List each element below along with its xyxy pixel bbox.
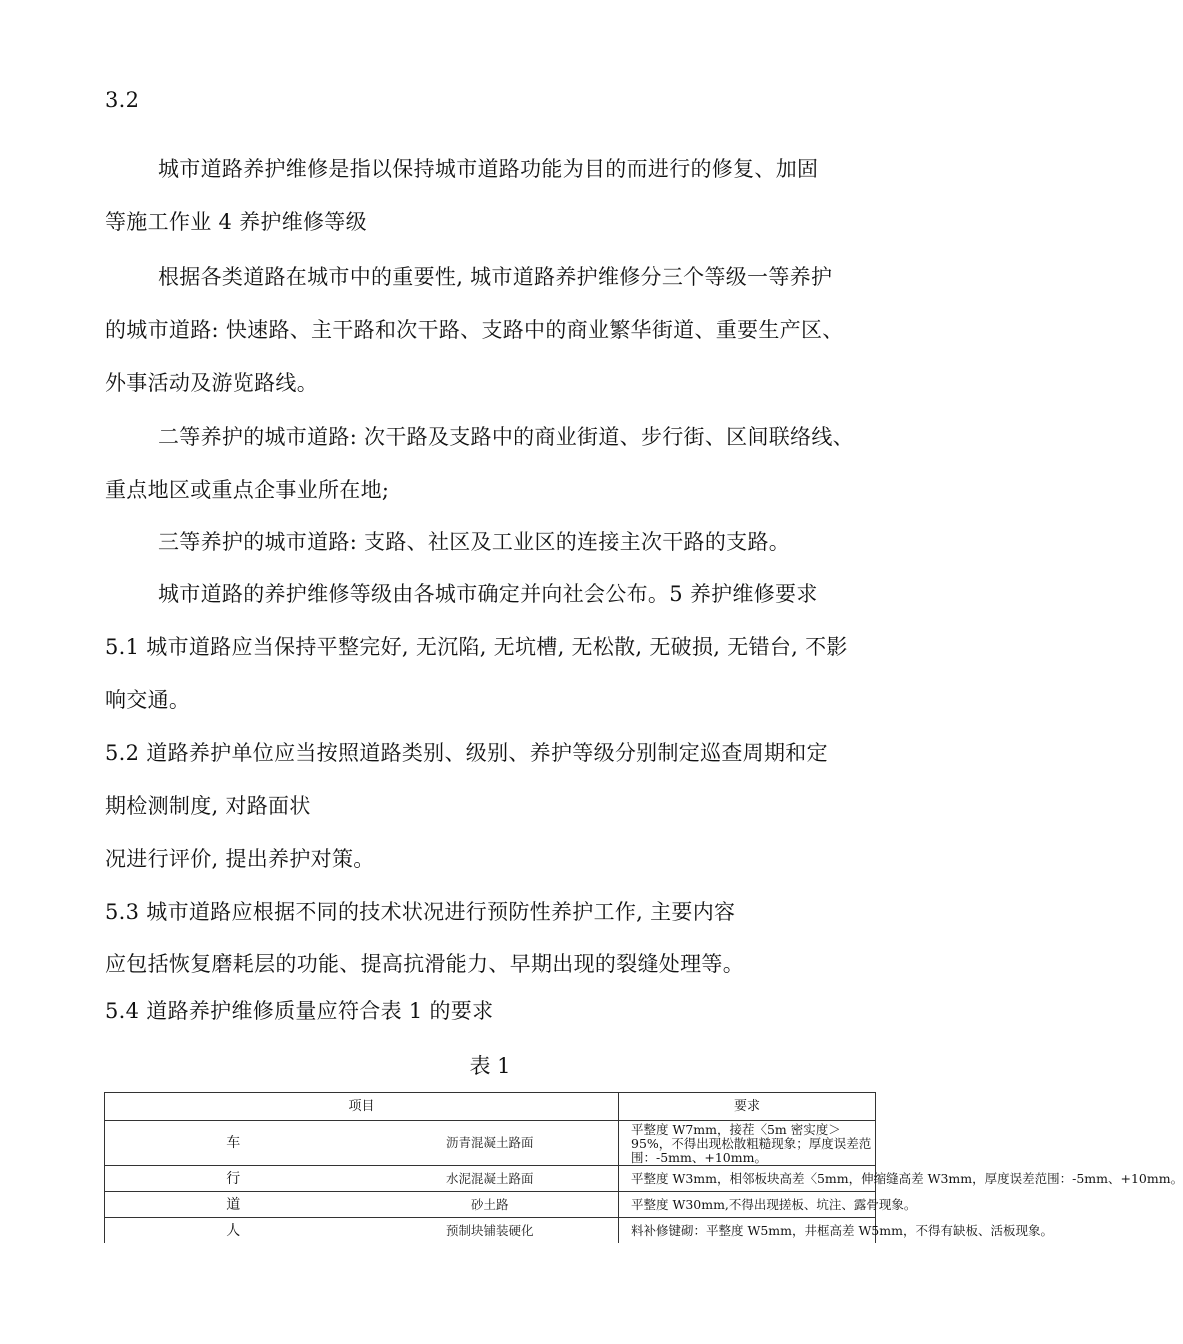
row-group-cell: 人 — [105, 1218, 362, 1244]
paragraph-line: 响交通。 — [105, 688, 191, 712]
row-item-cell: 砂土路 — [362, 1192, 619, 1218]
table-header-row — [105, 1093, 876, 1121]
paragraph-line: 况进行评价, 提出养护对策。 — [105, 847, 375, 871]
paragraph-line: 二等养护的城市道路: 次干路及支路中的商业街道、步行街、区间联络线、 — [158, 425, 854, 449]
paragraph-line: 应包括恢复磨耗层的功能、提高抗滑能力、早期出现的裂缝处理等。 — [105, 952, 744, 976]
section-number: 3.2 — [105, 88, 140, 112]
paragraph-line: 期检测制度, 对路面状 — [105, 794, 311, 818]
table-row — [105, 1192, 876, 1218]
row-group-cell: 道 — [105, 1192, 362, 1218]
paragraph-line: 5.2 道路养护单位应当按照道路类别、级别、养护等级分别制定巡查周期和定 — [105, 741, 828, 765]
table-caption: 表 1 — [469, 1054, 511, 1078]
header-requirement: 要求 — [619, 1093, 876, 1121]
row-requirement-cell: 料补修键砌：平整度 W5mm，井框高差 W5mm，不得有缺板、活板现象。 — [619, 1218, 876, 1244]
table-row — [105, 1166, 876, 1192]
paragraph-line: 城市道路的养护维修等级由各城市确定并向社会公布。5 养护维修要求 — [158, 582, 818, 606]
row-group-cell: 行 — [105, 1166, 362, 1192]
paragraph-line: 的城市道路: 快速路、主干路和次干路、支路中的商业繁华街道、重要生产区、 — [105, 318, 844, 342]
requirements-table — [104, 1092, 1183, 1243]
table-row — [105, 1218, 876, 1244]
paragraph-line: 重点地区或重点企事业所在地; — [105, 478, 390, 502]
header-item: 项目 — [105, 1093, 619, 1121]
paragraph-line: 5.1 城市道路应当保持平整完好, 无沉陷, 无坑槽, 无松散, 无破损, 无错台, 不影 — [105, 635, 848, 659]
row-requirement-cell: 平整度 W30mm,不得出现搓板、坑注、露骨现象。 — [619, 1192, 876, 1218]
paragraph-line: 外事活动及游览路线。 — [105, 371, 318, 395]
row-item-cell: 沥青混凝土路面 — [362, 1121, 619, 1166]
paragraph-line: 等施工作业 4 养护维修等级 — [105, 210, 367, 234]
row-item-cell: 预制块铺装硬化 — [362, 1218, 619, 1244]
table-row — [105, 1121, 876, 1166]
paragraph-line: 城市道路养护维修是指以保持城市道路功能为目的而进行的修复、加固 — [158, 157, 819, 181]
row-group-cell: 车 — [105, 1121, 362, 1166]
row-item-cell: 水泥混凝土路面 — [362, 1166, 619, 1192]
row-requirement-cell: 平整度 W7mm，接茬〈5m 密实度＞95%，不得出现松散粗糙现象；厚度误差范围：-5mm、+10mm。 — [619, 1121, 876, 1166]
paragraph-line: 三等养护的城市道路: 支路、社区及工业区的连接主次干路的支路。 — [158, 530, 791, 554]
paragraph-line: 根据各类道路在城市中的重要性, 城市道路养护维修分三个等级一等养护 — [158, 265, 833, 289]
paragraph-line: 5.3 城市道路应根据不同的技术状况进行预防性养护工作, 主要内容 — [105, 900, 736, 924]
row-requirement-cell: 平整度 W3mm，相邻板块高差〈5mm，伸缩缝高差 W3mm，厚度误差范围：-5mm、+10mm。 — [619, 1166, 876, 1192]
paragraph-line: 5.4 道路养护维修质量应符合表 1 的要求 — [105, 999, 494, 1023]
